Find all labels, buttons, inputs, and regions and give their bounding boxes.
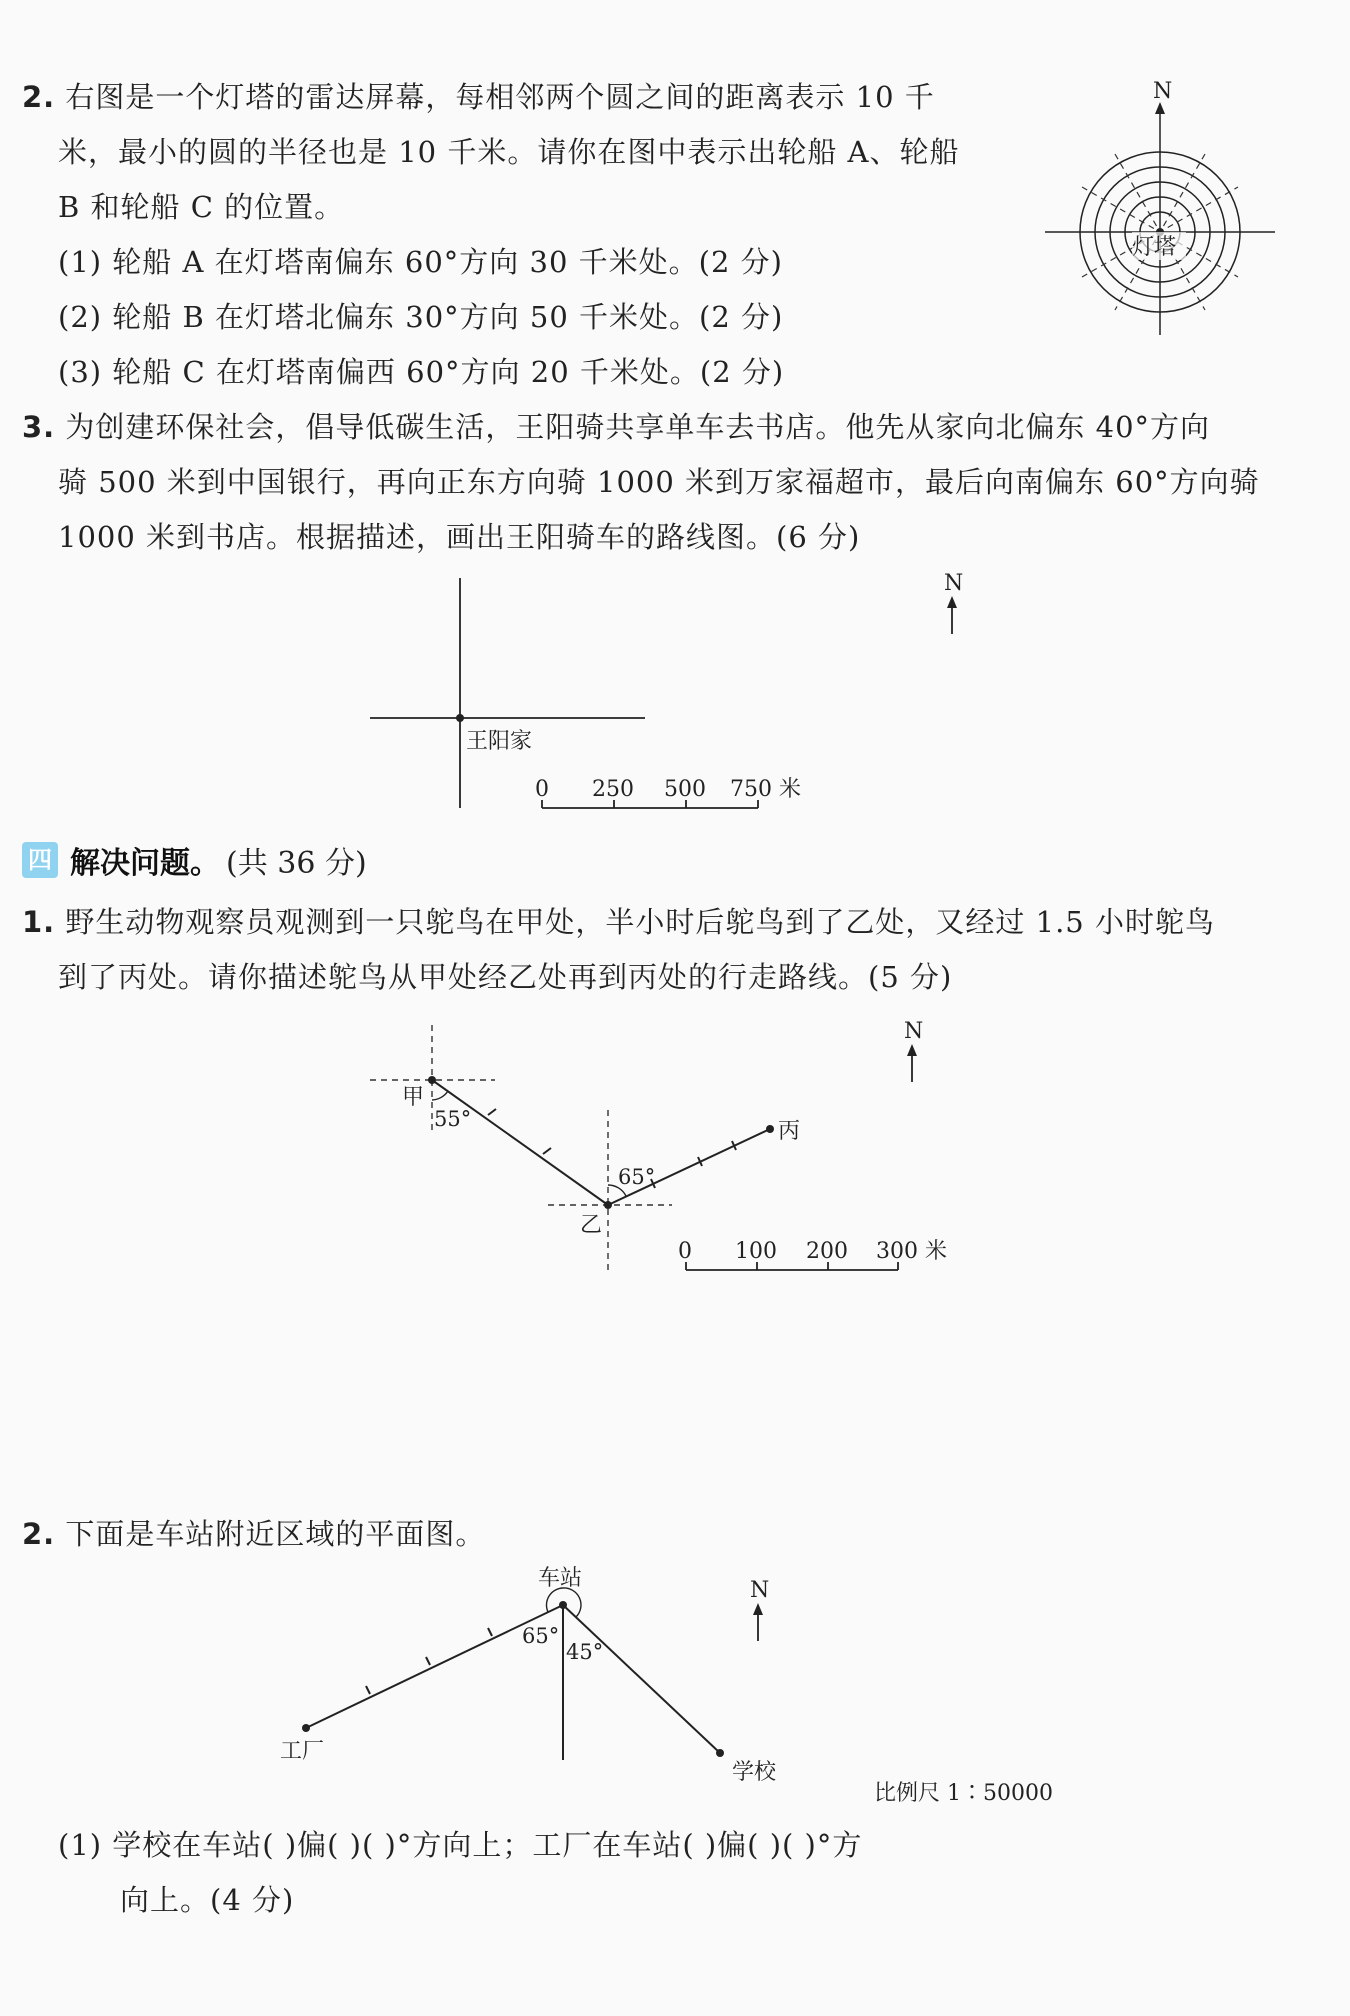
section-4-title: 解决问题。: [70, 846, 220, 881]
p1-line-1: [22, 903, 1215, 941]
q3-scale-250: 250: [592, 777, 634, 802]
p2-angle-45: 45°: [566, 1640, 604, 1664]
p1-point-jia: [428, 1076, 436, 1084]
radar-center-label: 灯塔: [1132, 235, 1177, 260]
p1-scale-300: 300 米: [876, 1239, 947, 1264]
p1-text-1: 野生动物观察员观测到一只鸵鸟在甲处，半小时后鸵鸟到了乙处，又经过 1.5 小时鸵鸟: [65, 905, 1215, 939]
p1-path-jia-yi: [432, 1080, 608, 1205]
p1-figure: [360, 1020, 980, 1290]
q3-home-point: [456, 714, 464, 722]
q3-line-1: [22, 408, 1210, 446]
p2-angle-65: 65°: [522, 1624, 560, 1648]
q2-line-3: B 和轮船 C 的位置。: [58, 190, 345, 224]
q3-north-arrow: [947, 596, 957, 608]
q3-scale-0: 0: [535, 777, 549, 802]
p2-point-station: [559, 1601, 567, 1609]
p1-label-yi: 乙: [580, 1213, 603, 1238]
p1-label-jia: 甲: [402, 1085, 425, 1110]
q3-north-indicator: [940, 570, 980, 640]
q3-home-label: 王阳家: [466, 729, 533, 754]
q3-line-3: 1000 米到书店。根据描述，画出王阳骑车的路线图。(6 分): [58, 520, 861, 554]
q2-sub-1: (1) 轮船 A 在灯塔南偏东 60°方向 30 千米处。(2 分): [58, 245, 783, 279]
p2-label-station: 车站: [538, 1566, 583, 1591]
q3-line-2: 骑 500 米到中国银行，再向正东方向骑 1000 米到万家福超市，最后向南偏东 60°方向骑: [58, 465, 1260, 499]
p2-label-factory: 工厂: [280, 1739, 325, 1764]
p2-path-school: [563, 1605, 720, 1753]
p1-label-bing: 丙: [778, 1119, 801, 1144]
q3-number: 3.: [22, 410, 56, 444]
q2-line-2: 米，最小的圆的半径也是 10 千米。请你在图中表示出轮船 A、轮船: [58, 135, 960, 169]
p2-sub-1-line-2: 向上。(4 分): [120, 1883, 295, 1917]
radar-figure: [1040, 80, 1290, 340]
p2-label-school: 学校: [732, 1760, 777, 1785]
p1-scale-200: 200: [806, 1239, 848, 1264]
p2-figure: [270, 1565, 1070, 1810]
p2-north-arrow: [753, 1603, 763, 1615]
q2-sub-2: (2) 轮船 B 在灯塔北偏东 30°方向 50 千米处。(2 分): [58, 300, 784, 334]
p1-north-arrow: [907, 1044, 917, 1056]
p2-north-label: N: [750, 1578, 770, 1603]
section-4-badge: 四: [22, 842, 58, 878]
p1-north-label: N: [904, 1019, 924, 1044]
q2-text-1: 右图是一个灯塔的雷达屏幕，每相邻两个圆之间的距离表示 10 千: [65, 80, 935, 114]
p1-point-bing: [766, 1125, 774, 1133]
p1-angle-55: 55°: [434, 1107, 472, 1131]
p2-north-indicator: [746, 1577, 786, 1647]
q2-sub-3: (3) 轮船 C 在灯塔南偏西 60°方向 20 千米处。(2 分): [58, 355, 785, 389]
q3-scale-750: 750 米: [730, 777, 801, 802]
p1-line-2: 到了丙处。请你描述鸵鸟从甲处经乙处再到丙处的行走路线。(5 分): [58, 960, 953, 994]
p1-north-indicator: [900, 1018, 940, 1088]
p2-sub-1-line-1: (1) 学校在车站( )偏( )( )°方向上；工厂在车站( )偏( )( )°方: [58, 1828, 863, 1862]
p2-scale-text: 比例尺 1∶50000: [874, 1781, 1053, 1806]
p2-text-1: 下面是车站附近区域的平面图。: [65, 1517, 486, 1551]
p2-point-factory: [302, 1724, 310, 1732]
section-4-header: [22, 838, 367, 882]
p1-number: 1.: [22, 905, 56, 939]
q3-figure: [360, 570, 860, 820]
q2-number: 2.: [22, 80, 56, 114]
p1-scale-100: 100: [735, 1239, 777, 1264]
q2-line-1: [22, 78, 935, 116]
radar-north-label: N: [1153, 80, 1173, 104]
q3-text-1: 为创建环保社会，倡导低碳生活，王阳骑共享单车去书店。他先从家向北偏东 40°方向: [65, 410, 1211, 444]
q3-scale-500: 500: [664, 777, 706, 802]
p1-point-yi: [604, 1201, 612, 1209]
p2-line-1: [22, 1515, 485, 1553]
p1-scale-0: 0: [678, 1239, 692, 1264]
p1-angle-65: 65°: [618, 1165, 656, 1189]
p2-point-school: [716, 1749, 724, 1757]
section-4-note: (共 36 分): [226, 846, 367, 881]
p2-number: 2.: [22, 1517, 56, 1551]
q3-north-label: N: [944, 571, 964, 596]
